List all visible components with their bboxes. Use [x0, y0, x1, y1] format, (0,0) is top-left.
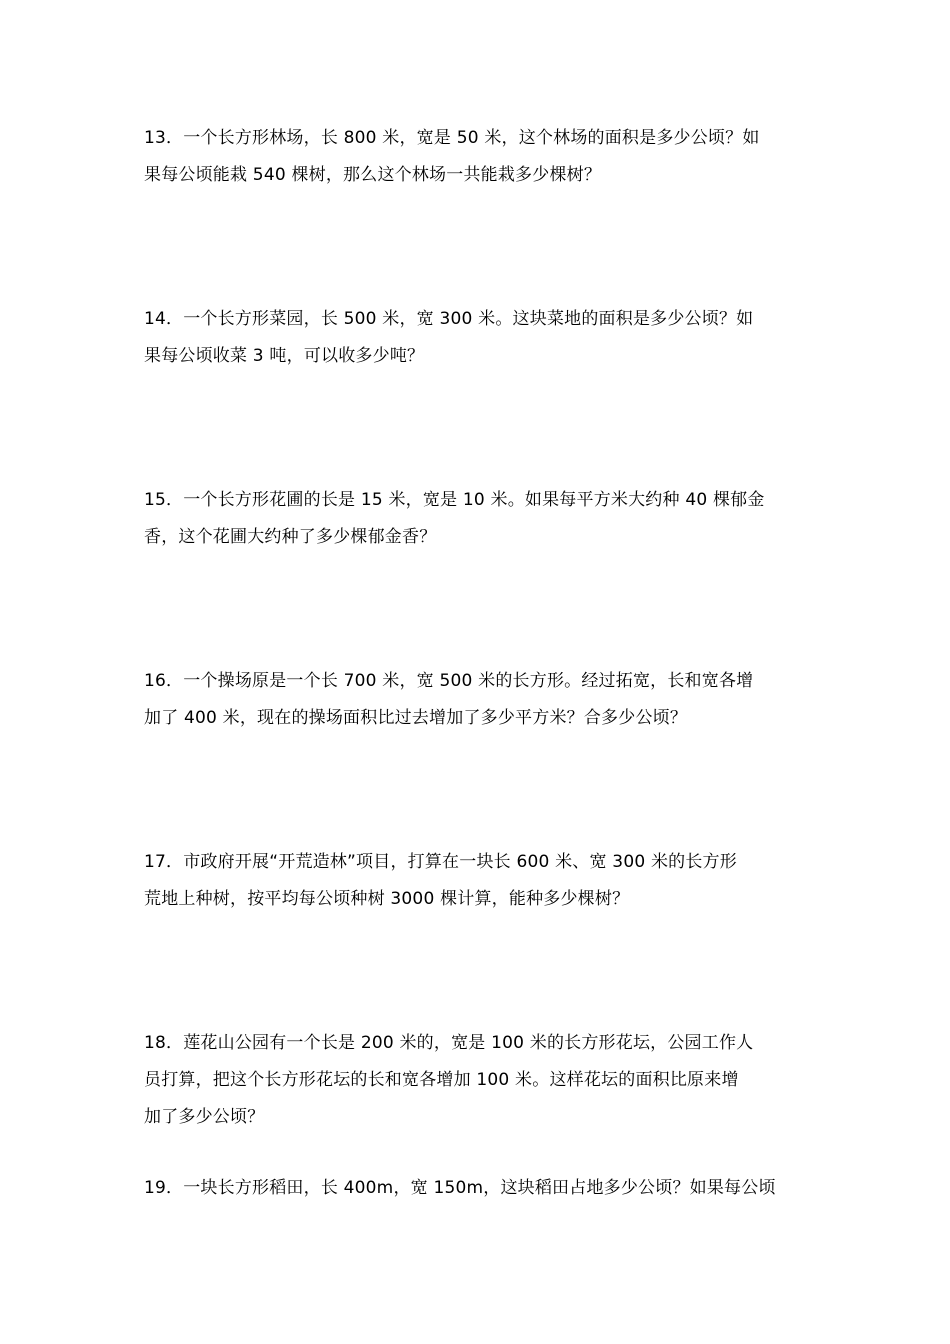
question-15 [144, 482, 809, 556]
question-line: 19．一块长方形稻田，长 400m，宽 150m，这块稻田占地多少公顷？如果每公顷 [144, 1178, 776, 1198]
question-line: 果每公顷能栽 540 棵树，那么这个林场一共能栽多少棵树？ [144, 165, 602, 185]
question-17 [144, 844, 809, 918]
question-line: 15．一个长方形花圃的长是 15 米，宽是 10 米。如果每平方米大约种 40 棵郁金 [144, 490, 765, 510]
question-line: 香，这个花圃大约种了多少棵郁金香？ [144, 527, 437, 547]
question-13 [144, 120, 809, 194]
question-14 [144, 301, 809, 375]
question-line: 16．一个操场原是一个长 700 米，宽 500 米的长方形。经过拓宽，长和宽各增 [144, 671, 754, 691]
question-line: 果每公顷收菜 3 吨，可以收多少吨？ [144, 346, 425, 366]
question-line: 13．一个长方形林场，长 800 米，宽是 50 米，这个林场的面积是多少公顷？如 [144, 128, 760, 148]
question-line: 18．莲花山公园有一个长是 200 米的，宽是 100 米的长方形花坛，公园工作人 [144, 1033, 754, 1053]
question-line: 加了多少公顷？ [144, 1107, 265, 1127]
question-19 [144, 1170, 809, 1207]
question-16 [144, 663, 809, 737]
question-line: 14．一个长方形菜园，长 500 米，宽 300 米。这块菜地的面积是多少公顷？如 [144, 309, 754, 329]
question-line: 员打算，把这个长方形花坛的长和宽各增加 100 米。这样花坛的面积比原来增 [144, 1070, 739, 1090]
question-line: 加了 400 米，现在的操场面积比过去增加了多少平方米？合多少公顷？ [144, 708, 688, 728]
question-18 [144, 1025, 809, 1136]
question-line: 荒地上种树，按平均每公顷种树 3000 棵计算，能种多少棵树？ [144, 889, 630, 909]
question-line: 17．市政府开展“开荒造林”项目，打算在一块长 600 米、宽 300 米的长方形 [144, 852, 737, 872]
